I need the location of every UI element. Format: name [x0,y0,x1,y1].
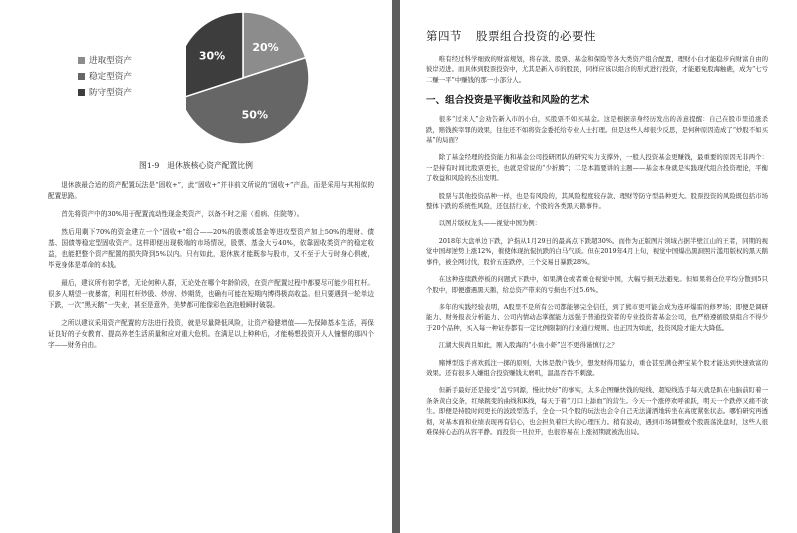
page-gutter [392,0,400,533]
section-number: 第四节 [426,29,462,43]
left-paragraph-1: 退休族最合适的资产配置玩法是“固收+”，此“固收+”并非前文所说的“固收+”产品，而是采用与其相似的配置思路。 [48,181,374,200]
legend-swatch-stable [78,73,85,80]
legend-label-defensive: 防守型资产 [89,88,132,98]
left-paragraph-5: 之所以建议采用资产配置的方法进行投资，就是尽量降低风险，让资产稳健增值——先保障基本生活，再保证良好的子女教育、提高养老生活质量和应对重大危机。在满足以上种种后，才能畅想投资开人人憧憬的那四个字——财务自由。 [48,319,374,349]
chart-legend [78,52,132,100]
left-body-text [48,180,374,358]
legend-item-aggressive [78,52,132,68]
right-paragraph-8: 江湖大侠尚且如此，刚入股海的“小鱼小虾”岂不更得谨慎行之？ [438,341,618,350]
left-paragraph-4: 最后，建议所有初学者，无论何种人群，无论处在哪个年龄阶段，在资产配置过程中都要尽可能少用杠杆。很多人期望一夜暴富，利用杠杆炒股、炒房、炒期货，也确有可能在短期内博得极高收益。但只要遇到一轮单边下跌，一次“黑天鹅”一失业，甚至是意外，美梦都可能像彩色泡泡般瞬时破裂。 [48,279,374,309]
right-paragraph-7: 多年的实践经验表明，A股里不是所有公司都能够完全信任，到了熊市更可能会成为连环爆雷的修罗场；即便是调研能力、财务报表分析能力、公司内情动态掌握能力远强于普通投资者的专业投资者基金公司，也严格遵循股票组合不得少于20个品种，买入每一种证券都有一定比例限制的行业通行规则。也正因为如此，投资风险才能大大降低。 [426,302,768,332]
pie-label-aggressive: 20% [252,41,279,55]
left-page [0,0,392,533]
figure-caption: 图1-9 退休族核心资产配置比例 [139,161,253,170]
right-paragraph-3: 股票与其他投资品种一样，也是有风险的，其风险程度较存款、理财等防守型品种更大。股票投资的风险既包括市场整体下跌的系统性风险，还包括行业、个股的各类黑天鹅事件。 [426,191,768,211]
section-title: 股票组合投资的必要性 [476,29,596,43]
legend-label-aggressive: 进取型资产 [89,56,132,66]
right-paragraph-1: 很多“过来人”会劝告新入市的小白，买股票不如买基金。这是根据亲身经历发出的善意提醒：自己在股市里追涨杀跌，赔钱挨宰罪的效果，往往还不如将资金委托给专业人士打理。但是这些人却很少反思，是何种原因造成了“炒股不如买基”的局面？ [426,115,768,145]
right-body-text [426,28,768,444]
right-paragraph-4: 以图片版权龙头——视觉中国为例： [438,219,542,228]
right-paragraph-9: 赌博型选手喜欢孤注一掷的原则，大体是散户钱少，想发财得用猛力，重仓甚至满仓押宝某个股才能达到快速致富的效果。还有很多人嫌组合投资赚钱太磨叽，温温吞吞不刺激。 [426,358,768,377]
section-intro: 唯有经过科学细致的财富规划，将存款、股票、基金和保险等各大类资产组合配置，理财小白才能稳步向财富自由的彼岸迈进。而具体到股票投资中，尤其是新入市的股民，同样应该以组合的形式进行投资，才能避免股海触礁，成为“七亏二赚一平”中赚钱的那一小部分人。 [426,55,768,84]
right-paragraph-6: 在这种连续跌停板的问题式下跌中，如果满仓或者重仓视觉中国，大幅亏损无法避免。但如果将仓位平均分散到5只个股中，即便遭遇黑天鹅，给总资产带来的亏损也不过5.6%。 [426,275,768,294]
right-paragraph-5: 2018年大盘单边下跌，沪指从1月29日的最高点下跌超30%。而作为正版图片领域占据半壁江山的王者，同期的视觉中国却逆势上涨12%，催使体现抗侃抗跌的白马气质。但在2019年4月上旬，视觉中国爆出黑洞照片滥用版权的黑天鹅事件，被全网讨伐，股价五连跌停，三个交易日暴跌28%。 [426,236,768,266]
pie-label-defensive: 30% [198,49,226,63]
legend-swatch-aggressive [78,57,85,64]
right-paragraph-2: 除了基金经理的投资能力和基金公司投研团队的研究实力支撑外，一般人投资基金更赚钱，最重要的原因无非两个：一是持有时间比股票更长，也就是常说的“少折腾”；二是本篇要讲的主题——基金本身就是实践现代组合投资理论，平衡了收益和风险的杰出发明。 [426,153,768,183]
right-paragraph-10: 但新手最好还是接受“盖亏同源，慢比快好”的事实，太多企图赚快钱的短线、超短线选手每天就是趴在电脑前盯着一条条黄白交条，红绿跳变的曲线和K线，每天于着“刀口上舔血”的营生。今天一个涨停欢呼雀跃，明天一个跌停又痛不欲生。即便是持股时间更长的波段型选手，全仓一只个股的玩法也会令自己无法潇洒地转坐在高度紧张状态。哪怕研究再透彻，对基本面和业绩表现再有信心，也会担负着巨大的心理压力。稍有波动，遇到市场调整或个股震荡洗盘时，这些人很难保持心态的从容平静。而投资一旦拉开，也很容易在上涨初期就被洗出局。 [426,386,768,436]
subsection-heading: 一、组合投资是平衡收益和风险的艺术 [426,95,590,107]
asset-allocation-chart [0,0,392,160]
left-paragraph-3: 然后用剩下70%的资金建立一个“固收+”组合——20%的股票或基金等进攻型资产加上50%的理财、债基、国债等稳定型固收资产。这样即便出现极端的市场情况，股票、基金大亏40%，依靠固收类资产的稳定收益，也能把整个资产配置的损失降到5%以内。只有如此，退休族才能既参与股市，又不至于大亏时身心俱疲，毕竟身体是革命的本钱。 [48,228,374,269]
legend-item-defensive [78,84,132,100]
pie-chart [186,0,316,160]
legend-item-stable [78,68,132,84]
left-paragraph-2: 首先将资产中的30%用于配置流动性现金类资产，以备不时之需（看病、住院等）。 [61,210,304,218]
legend-label-stable: 稳定型资产 [89,72,132,82]
section-heading [426,28,768,44]
pie-label-stable: 50% [241,108,269,122]
legend-swatch-defensive [78,89,85,96]
